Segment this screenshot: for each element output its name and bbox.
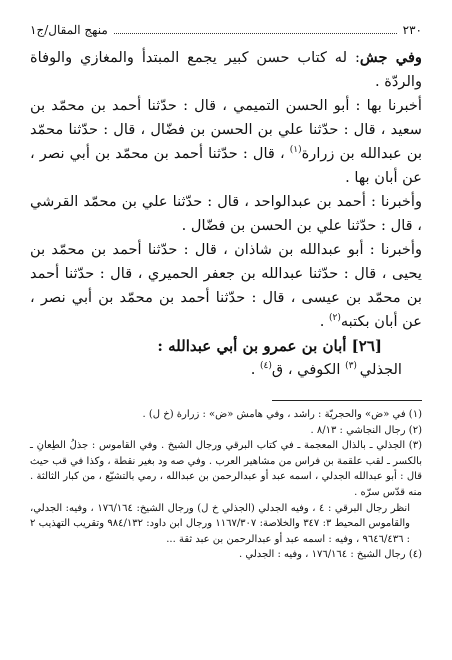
header-dots <box>114 24 397 34</box>
footnote-1: (١) في «ض» والحجريّة : راشد ، وفي هامش «ض» : زرارة (خ ل) . <box>142 409 422 420</box>
paragraph-4 <box>30 238 422 334</box>
footnotes <box>30 407 422 563</box>
page-number: ٢٣٠ <box>402 23 422 37</box>
paragraph-2-text: أخبرنا بها : أبو الحسن التميمي ، قال : حدّثنا أحمد بن محمّد بن سعيد ، قال : حدّثنا علي بن الحسن بن فضّال ، قال : حدّثنا محمّد بن عبدالله بن زرارة <box>30 97 423 162</box>
paragraph-2-tail: ، قال : حدّثنا أحمد بن محمّد بن أبي نصر ، عن أبان بها . <box>30 145 422 186</box>
entry-end: . <box>250 361 260 378</box>
entry-kufi: الكوفي ، ق <box>271 361 346 378</box>
paragraph-4-text: وأخبرنا : أبو عبدالله بن شاذان ، قال : حدّثنا أحمد بن محمّد بن يحيى ، قال : حدّثنا عبدالله بن جعفر الحميري ، قال : حدّثنا أحمد بن محمّد بن عيسى ، قال : حدّثنا أحمد بن محمّد بن أبي نصر ، عن أبان بكتبه <box>30 241 422 330</box>
paragraph-3-text: وأخبرنا : أحمد بن عبدالواحد ، قال : حدّثنا علي بن محمّد القرشي ، قال : حدّثنا علي بن الحسن بن فضّال . <box>30 193 422 234</box>
paragraph-1-text: : له كتاب حسن كبير يجمع المبتدأ والمغازي والوفاة والردّة . <box>30 49 422 90</box>
footnote-ref-4[interactable]: (٤) <box>259 361 272 372</box>
paragraph-3 <box>30 190 422 238</box>
footnote-ref-3[interactable]: (٣) <box>345 361 360 372</box>
footnote-3: (٣) الجذلي ـ بالذال المعجمة ـ في كتاب البرقي ورجال الشيخ . وفي القاموس : جذلُ الطِعانِ ـ بالكسر ـ لقب علقمة بن فراس من مشاهير العرب . وفي صه ود بغير نقطة ، وكذا في قب حيث قال : أبو عبدالله الجدلي ، اسمه عبد أو عبدالرحمن بن عبدالله ، رمي بالتشيّع ، من كبار الثالثة . منه قدّس سرّه . <box>30 440 422 498</box>
footnote-4: (٤) رجال الشيخ : ١٧٦/١٦٤ ، وفيه : الجدلي . <box>239 549 422 561</box>
footnote-3-continued: انظر رجال البرقي : ٤ ، وفيه الجدلي (الجذلي خ ل) ورجال الشيخ: ١٧٦/١٦٤ ، وفيه: الجدلي، والقاموس المحيط ٣: ٣٤٧ والخلاصة: ١١٦٧/٣٠٧ ورجال ابن داود: ٩٨٤/١٣٢ وتقريب التهذيب ٢ : ٩٦٤٦/٤٣٦ ، وفيه : اسمه عبد أو عبدالرحمن بن عبد ثقة ... <box>30 502 410 545</box>
paragraph-4-tail: . <box>319 313 329 330</box>
paragraph-1 <box>30 46 422 94</box>
page-header <box>30 22 422 38</box>
footnote-ref-2[interactable]: (٢) <box>328 313 341 324</box>
running-title: منهج المقال/ج١ <box>30 23 108 37</box>
entry-line <box>30 358 422 382</box>
main-text <box>30 46 422 382</box>
paragraph-2 <box>30 94 422 190</box>
entry-heading: [٢٦] أبان بن عمرو بن أبي عبدالله : <box>157 337 382 355</box>
source-label: وفي جش <box>359 49 422 66</box>
footnote-2: (٢) رجال النجاشي : ٨/١٣ . <box>310 424 422 436</box>
footnote-divider <box>272 400 422 401</box>
entry-nisba: الجذلي <box>359 361 402 378</box>
footnote-ref-1[interactable]: (١) <box>289 145 302 156</box>
